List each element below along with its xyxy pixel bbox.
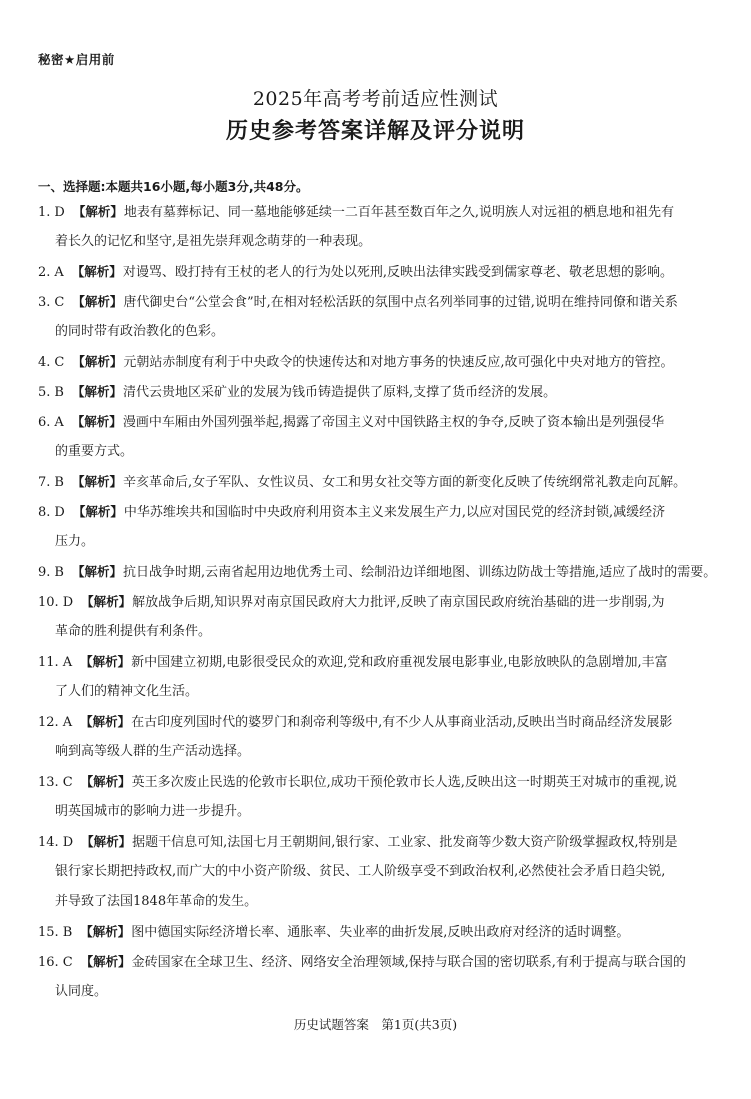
- question-number: 3.: [38, 295, 51, 310]
- question-number: 6.: [38, 415, 51, 430]
- question-first-line: [38, 947, 722, 977]
- explanation-text: 唐代御史台“公堂会食”时,在相对轻松活跃的氛围中点名列举同事的过错,说明在维持同僚和谐关系: [123, 295, 678, 310]
- explanation-text: 金砖国家在全球卫生、经济、网络安全治理领域,保持与联合国的密切联系,有利于提高与联合国的: [131, 955, 686, 970]
- analysis-tag: 【解析】: [72, 294, 123, 309]
- analysis-tag: 【解析】: [71, 264, 122, 279]
- question-number: 5.: [38, 385, 51, 400]
- explanation-text: 着长久的记忆和坚守,是祖先崇拜观念萌芽的一种表现。: [55, 234, 372, 249]
- question-first-line: [38, 197, 722, 227]
- explanation-text: 认同度。: [55, 984, 108, 999]
- question-item: [38, 707, 722, 767]
- explanation-text: 清代云贵地区采矿业的发展为钱币铸造提供了原料,支撑了货币经济的发展。: [122, 385, 557, 400]
- analysis-tag: 【解析】: [72, 354, 123, 369]
- explanation-text: 辛亥革命后,女子军队、女性议员、女工和男女社交等方面的新变化反映了传统纲常礼教走向瓦解。: [122, 475, 687, 490]
- answer-letter: D: [54, 205, 65, 220]
- answer-letter: B: [54, 475, 64, 490]
- question-continuation-line: [38, 887, 722, 917]
- question-item: [38, 947, 722, 1007]
- analysis-tag: 【解析】: [80, 654, 131, 669]
- page-footer: 历史试题答案 第1页(共3页): [293, 1017, 458, 1032]
- question-first-line: [38, 257, 722, 287]
- answer-letter: C: [62, 955, 73, 970]
- answer-letter: D: [54, 505, 65, 520]
- explanation-text: 压力。: [55, 534, 95, 549]
- answer-letter: C: [54, 295, 65, 310]
- question-number: 14.: [38, 835, 59, 850]
- question-first-line: [38, 827, 722, 857]
- question-number: 15.: [38, 925, 59, 940]
- question-first-line: [38, 767, 722, 797]
- question-first-line: [38, 407, 722, 437]
- analysis-tag: 【解析】: [72, 204, 123, 219]
- analysis-tag: 【解析】: [81, 594, 132, 609]
- question-item: [38, 377, 722, 407]
- question-first-line: [38, 707, 722, 737]
- question-item: [38, 407, 722, 467]
- question-number: 13.: [38, 775, 59, 790]
- explanation-text: 抗日战争时期,云南省起用边地优秀土司、绘制沿边详细地图、训练边防战士等措施,适应了战时的需要。: [122, 565, 717, 580]
- question-first-line: [38, 917, 722, 947]
- question-item: [38, 497, 722, 557]
- analysis-tag: 【解析】: [80, 714, 131, 729]
- explanation-text: 图中德国实际经济增长率、通胀率、失业率的曲折发展,反映出政府对经济的适时调整。: [131, 925, 630, 940]
- question-number: 10.: [38, 595, 59, 610]
- analysis-tag: 【解析】: [72, 504, 123, 519]
- question-continuation-line: [38, 737, 722, 767]
- question-number: 2.: [38, 265, 51, 280]
- analysis-tag: 【解析】: [81, 834, 132, 849]
- question-continuation-line: [38, 857, 722, 887]
- question-continuation-line: [38, 227, 722, 257]
- question-continuation-line: [38, 797, 722, 827]
- analysis-tag: 【解析】: [80, 774, 131, 789]
- question-item: [38, 557, 722, 587]
- analysis-tag: 【解析】: [71, 384, 122, 399]
- question-item: [38, 827, 722, 917]
- document-title: 历史参考答案详解及评分说明: [225, 119, 525, 144]
- question-number: 11.: [38, 655, 59, 670]
- question-first-line: [38, 347, 722, 377]
- question-first-line: [38, 497, 722, 527]
- question-number: 12.: [38, 715, 59, 730]
- question-first-line: [38, 377, 722, 407]
- analysis-tag: 【解析】: [71, 474, 122, 489]
- question-number: 7.: [38, 475, 51, 490]
- explanation-text: 解放战争后期,知识界对南京国民政府大力批评,反映了南京国民政府统治基础的进一步削弱,为: [132, 595, 665, 610]
- analysis-tag: 【解析】: [71, 564, 122, 579]
- question-number: 1.: [38, 205, 51, 220]
- explanation-text: 英王多次废止民选的伦敦市长职位,成功干预伦敦市长人选,反映出这一时期英王对城市的重视,说: [131, 775, 678, 790]
- question-continuation-line: [38, 977, 722, 1007]
- answer-letter: A: [62, 715, 73, 730]
- section-heading: 一、选择题:本题共16小题,每小题3分,共48分。: [38, 179, 309, 194]
- answer-letter: A: [54, 415, 64, 430]
- question-first-line: [38, 587, 722, 617]
- secret-label: 秘密★启用前: [38, 52, 115, 67]
- explanation-text: 据题干信息可知,法国七月王朝期间,银行家、工业家、批发商等少数大资产阶级掌握政权,特别是: [132, 835, 678, 850]
- exam-title: 2025年高考考前适应性测试: [252, 88, 499, 110]
- explanation-text: 地表有墓葬标记、同一墓地能够延续一二百年甚至数百年之久,说明族人对远祖的栖息地和祖先有: [123, 205, 674, 220]
- question-item: [38, 287, 722, 347]
- explanation-text: 的重要方式。: [55, 444, 134, 459]
- question-item: [38, 347, 722, 377]
- explanation-text: 在古印度列国时代的婆罗门和刹帝利等级中,有不少人从事商业活动,反映出当时商品经济发展影: [131, 715, 673, 730]
- explanation-text: 的同时带有政治教化的色彩。: [55, 324, 225, 339]
- question-first-line: [38, 647, 722, 677]
- question-first-line: [38, 287, 722, 317]
- question-first-line: [38, 557, 722, 587]
- analysis-tag: 【解析】: [71, 414, 122, 429]
- question-continuation-line: [38, 677, 722, 707]
- explanation-text: 新中国建立初期,电影很受民众的欢迎,党和政府重视发展电影事业,电影放映队的急剧增加,丰富: [131, 655, 668, 670]
- answer-letter: A: [54, 265, 64, 280]
- question-continuation-line: [38, 437, 722, 467]
- question-item: [38, 917, 722, 947]
- explanation-text: 了人们的精神文化生活。: [55, 684, 199, 699]
- question-continuation-line: [38, 317, 722, 347]
- explanation-text: 漫画中车厢由外国列强举起,揭露了帝国主义对中国铁路主权的争夺,反映了资本输出是列强侵华: [122, 415, 665, 430]
- answer-letter: D: [62, 835, 74, 850]
- explanation-text: 中华苏维埃共和国临时中央政府利用资本主义来发展生产力,以应对国民党的经济封锁,减缓经济: [123, 505, 666, 520]
- explanation-text: 并导致了法国1848年革命的发生。: [55, 894, 258, 909]
- question-item: [38, 767, 722, 827]
- question-item: [38, 587, 722, 647]
- question-first-line: [38, 467, 722, 497]
- question-item: [38, 257, 722, 287]
- explanation-text: 革命的胜利提供有利条件。: [55, 624, 212, 639]
- explanation-text: 银行家长期把持政权,而广大的中小资产阶级、贫民、工人阶级享受不到政治权利,必然使社会矛盾日趋尖锐,: [55, 864, 666, 879]
- explanation-text: 对谩骂、殴打持有王杖的老人的行为处以死刑,反映出法律实践受到儒家尊老、敬老思想的影响。: [122, 265, 673, 280]
- answer-letter: A: [62, 655, 73, 670]
- answer-letter: B: [54, 565, 64, 580]
- explanation-text: 响到高等级人群的生产活动选择。: [55, 744, 251, 759]
- question-number: 4.: [38, 355, 51, 370]
- analysis-tag: 【解析】: [80, 924, 131, 939]
- question-continuation-line: [38, 527, 722, 557]
- answer-letter: D: [62, 595, 74, 610]
- analysis-tag: 【解析】: [80, 954, 131, 969]
- question-number: 16.: [38, 955, 59, 970]
- answer-letter: C: [62, 775, 73, 790]
- explanation-text: 元朝站赤制度有利于中央政令的快速传达和对地方事务的快速反应,故可强化中央对地方的管控。: [123, 355, 674, 370]
- question-item: [38, 467, 722, 497]
- question-item: [38, 647, 722, 707]
- answer-letter: C: [54, 355, 65, 370]
- question-item: [38, 197, 722, 257]
- question-continuation-line: [38, 617, 722, 647]
- question-number: 9.: [38, 565, 51, 580]
- answer-letter: B: [54, 385, 64, 400]
- question-number: 8.: [38, 505, 51, 520]
- explanation-text: 明英国城市的影响力进一步提升。: [55, 804, 251, 819]
- answer-letter: B: [62, 925, 73, 940]
